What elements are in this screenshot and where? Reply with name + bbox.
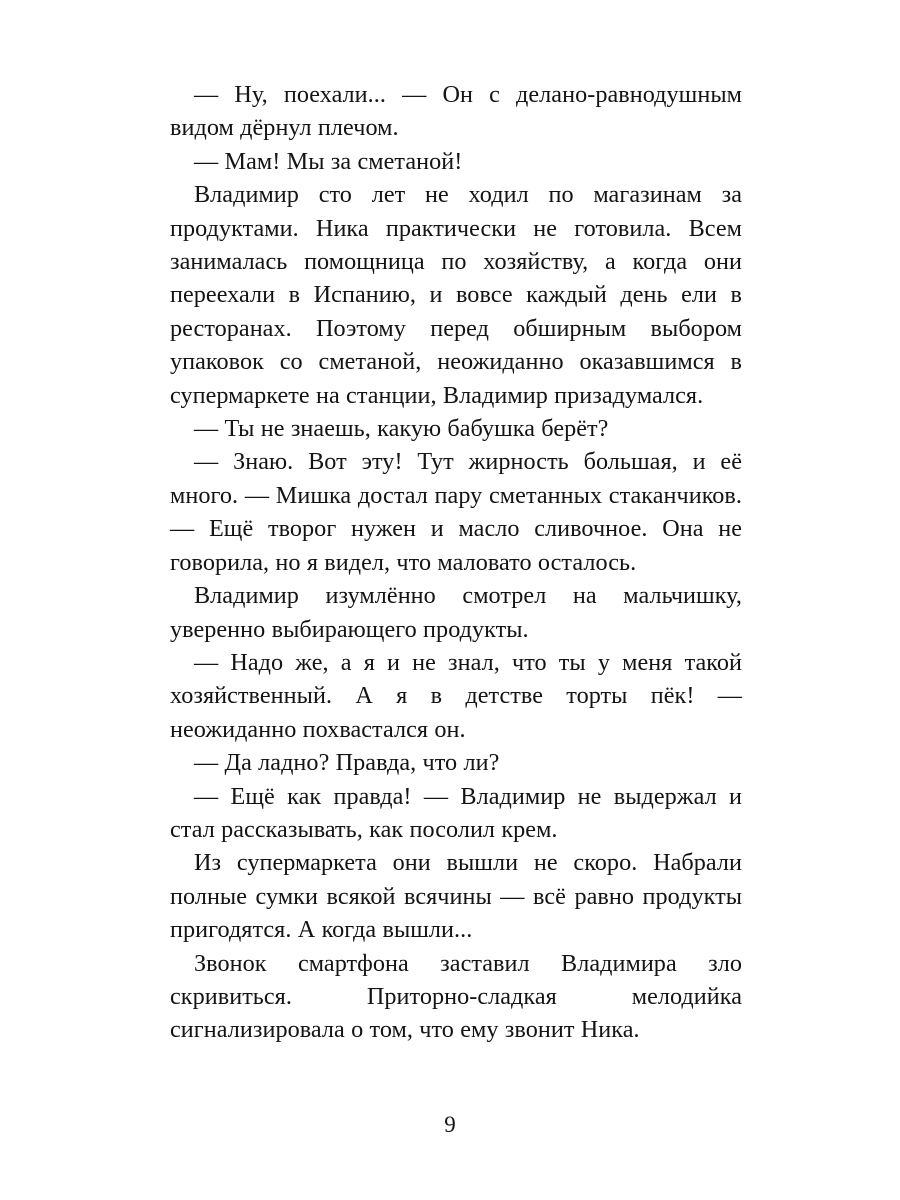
page-number: 9 [444, 1112, 456, 1137]
paragraph-1: — Ну, поехали... — Он с делано-равнодушным видом дёрнул плечом. [170, 81, 742, 142]
paragraph-4: — Ты не знаешь, какую бабушка берёт? [194, 415, 609, 443]
paragraph-5: — Знаю. Вот эту! Тут жирность большая, и её много. — Мишка достал пару сметанных стаканчиков. — Ещё творог нужен и масло сливочное. Она не говорила, но я видел, что маловато осталось. [170, 448, 742, 576]
paragraph-6: Владимир изумлённо смотрел на мальчишку, уверенно выбирающего продукты. [170, 582, 742, 643]
paragraph-9: — Ещё как правда! — Владимир не выдержал и стал рассказывать, как посолил крем. [170, 782, 742, 843]
paragraph-10: Из супермаркета они вышли не скоро. Набрали полные сумки всякой всячины — всё равно продукты пригодятся. А когда вышли... [170, 849, 742, 944]
paragraph-2: — Мам! Мы за сметаной! [194, 147, 463, 175]
paragraph-3: Владимир сто лет не ходил по магазинам за продуктами. Ника практически не готовила. Всем занималась помощница по хозяйству, а когда они переехали в Испанию, и вовсе каждый день ели в ресторанах. Поэтому перед обширным выбором упаковок со сметаной, неожиданно оказавшимся в супермаркете на станции, Владимир призадумался. [170, 181, 742, 409]
paragraph-8: — Да ладно? Правда, что ли? [194, 749, 500, 777]
paragraph-7: — Надо же, а я и не знал, что ты у меня такой хозяйственный. А я в детстве торты пёк! — неожиданно похвастался он. [170, 648, 742, 743]
paragraph-11: Звонок смартфона заставил Владимира зло скривиться. Приторно-сладкая мелодийка сигнализировала о том, что ему звонит Ника. [170, 949, 742, 1044]
page-text-block [170, 78, 742, 1047]
